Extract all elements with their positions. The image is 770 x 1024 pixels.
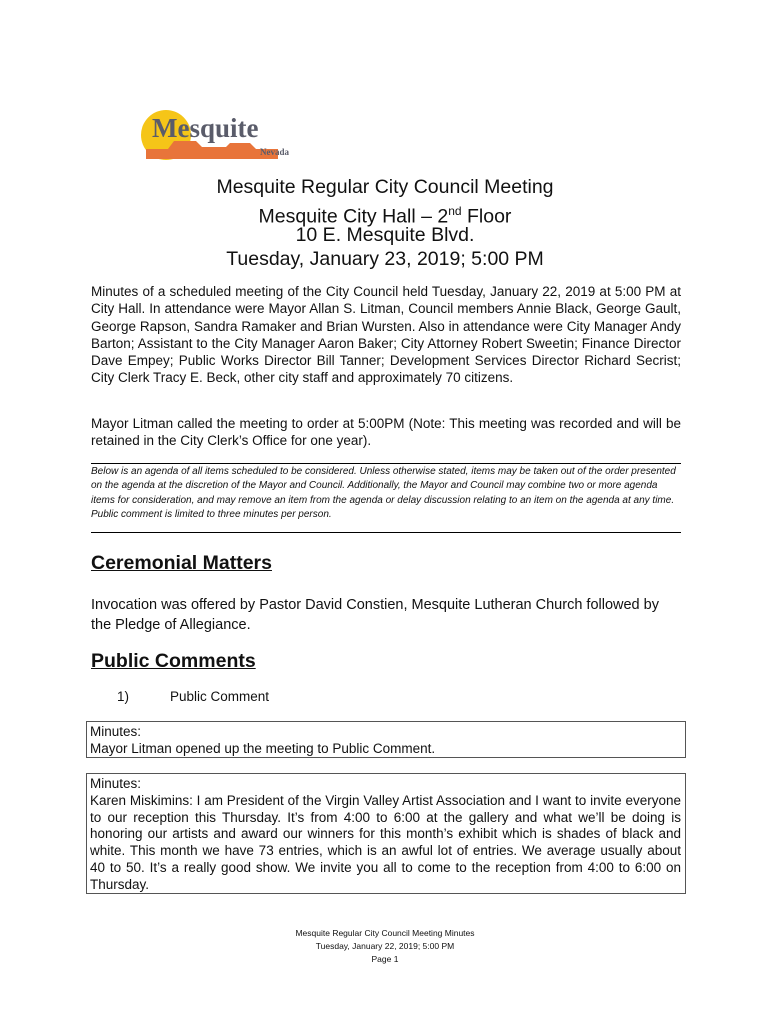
agenda-item-number: 1) (117, 689, 130, 704)
location-floor: Floor (461, 205, 512, 228)
minutes-box (86, 721, 686, 758)
minutes-text: Mayor Litman opened up the meeting to Public Comment. (90, 740, 436, 756)
call-to-order-paragraph: Mayor Litman called the meeting to order at 5:00PM (Note: This meeting was recorded and will be retained in the City Clerk’s Office for one year). (91, 416, 681, 449)
meeting-title: Mesquite Regular City Council Meeting (216, 176, 554, 198)
logo-wordmark: Mesquite (152, 113, 259, 143)
minutes-label: Minutes: (90, 724, 142, 739)
location-sup: nd (448, 204, 462, 218)
meeting-date: Tuesday, January 23, 2019; 5:00 PM (226, 248, 544, 270)
agenda-notice: Below is an agenda of all items scheduled to be considered. Unless otherwise stated, items may be taken out of the order presented on the agenda at the discretion of the Mayor and Council. Additionally, the Mayor and Council may combine two or more agenda items for consideration, and may remove an item from the agenda or delay discussion relating to an item on the agenda at any time. Public comment is limited to three minutes per person. (91, 463, 681, 533)
location-text: Mesquite City Hall – 2 (258, 205, 449, 228)
public-comments-heading: Public Comments (91, 650, 256, 672)
footer-title: Mesquite Regular City Council Meeting Minutes (295, 928, 475, 938)
minutes-text: Karen Miskimins: I am President of the Virgin Valley Artist Association and I want to invite everyone to our reception this Thursday. It’s from 4:00 to 6:00 at the gallery and what we’ll be doing is honoring our artists and award our winners for this month’s exhibit which is shades of black and white. This month we have 73 entries, which is an awful lot of entries. We average usually about 40 to 50. It’s a really good show. We invite you all to come to the reception from 4:00 to 6:00 on Thursday. (90, 792, 681, 892)
minutes-label: Minutes: (90, 776, 142, 791)
minutes-box (86, 773, 686, 894)
ceremonial-text: Invocation was offered by Pastor David Constien, Mesquite Lutheran Church followed by the Pledge of Allegiance. (91, 597, 659, 633)
meeting-address: 10 E. Mesquite Blvd. (295, 224, 475, 246)
agenda-item-label: Public Comment (170, 689, 270, 704)
footer-page-number: Page 1 (371, 954, 399, 964)
mesquite-logo (138, 105, 313, 167)
ceremonial-heading: Ceremonial Matters (91, 552, 272, 574)
footer-date: Tuesday, January 22, 2019; 5:00 PM (315, 941, 455, 951)
logo-subtitle: Nevada (260, 147, 289, 157)
intro-paragraph: Minutes of a scheduled meeting of the City Council held Tuesday, January 22, 2019 at 5:00 PM at City Hall. In attendance were Mayor Allan S. Litman, Council members Annie Black, George Gault, George Rapson, Sandra Ramaker and Brian Wursten. Also in attendance were City Manager Andy Barton; Assistant to the City Manager Aaron Baker; City Attorney Robert Sweetin; Finance Director Dave Empey; Public Works Director Bill Tanner; Development Services Director Richard Secrist; City Clerk Tracy E. Beck, other city staff and approximately 70 citizens. (91, 284, 681, 386)
